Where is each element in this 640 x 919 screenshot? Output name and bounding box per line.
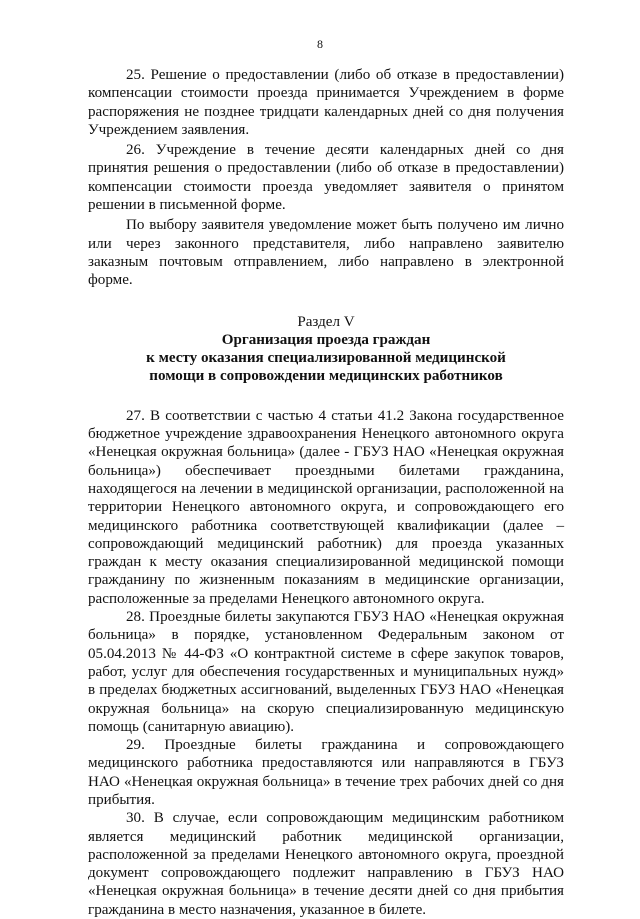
paragraph-25: 25. Решение о предоставлении (либо об отказе в предоставлении) компенсации стоимости проезда принимается Учреждением в форме распоряжения не позднее тридцати календарных дней со дня получения Учреждением заявления.: [88, 67, 564, 138]
document-body: [88, 66, 564, 919]
paragraph-notification: По выбору заявителя уведомление может быть получено им лично или через законного представителя, либо направлено заявителю заказным почтовым отправлением, либо направлено в электронной форме.: [88, 217, 564, 289]
paragraph-26: 26. Учреждение в течение десяти календарных дней со дня принятия решения о предоставлении (либо об отказе в предоставлении) компенсации стоимости проезда уведомляет заявителя о принятом решении в письменной форме.: [88, 142, 564, 214]
section-title-line-3: помощи в сопровождении медицинских работников: [149, 368, 503, 385]
paragraph-29: 29. Проездные билеты гражданина и сопровождающего медицинского работника предоставляются или направляются в ГБУЗ НАО «Ненецкая окружная больница» в течение трех рабочих дней со дня прибытия.: [88, 737, 564, 808]
paragraph-27: 27. В соответствии с частью 4 статьи 41.2 Закона государственное бюджетное учреждение здравоохранения Ненецкого автономного округа «Ненецкая окружная больница» (далее - ГБУЗ НАО «Ненецкая окружная больница») обеспечивает проездными билетами гражданина, находящегося на лечении в медицинской организации, расположенной на территории Ненецкого автономного округа, и сопровождающего его медицинского работника соответствующей квалификации (далее – сопровождающий медицинский работник) для проезда указанных граждан к месту оказания специализированной медицинской помощи гражданину по жизненным показаниям в медицинские организации, расположенные за пределами Ненецкого автономного округа.: [88, 407, 564, 607]
paragraph-30: 30. В случае, если сопровождающим медицинским работником является медицинский работник медицинской организации, расположенной за пределами Ненецкого автономного округа, проездной документ сопровождающего подлежит направлению в ГБУЗ НАО «Ненецкая окружная больница» в течение десяти дней со дня прибытия гражданина в место назначения, указанное в билете.: [88, 810, 564, 918]
paragraph-28: 28. Проездные билеты закупаются ГБУЗ НАО «Ненецкая окружная больница» в порядке, установленном Федеральным законом от 05.04.2013 № 44-ФЗ «О контрактной системе в сфере закупок товаров, работ, услуг для обеспечения государственных и муниципальных нужд» в пределах бюджетных ассигнований, выделенных ГБУЗ НАО «Ненецкая окружная больница» на скорую специализированную медицинскую помощь (санитарную авиацию).: [88, 609, 564, 735]
page-number: 8: [317, 37, 323, 51]
section-label: Раздел V: [297, 313, 355, 330]
section-title-line-1: Организация проезда граждан: [221, 331, 431, 348]
section-title-line-2: к месту оказания специализированной медицинской: [146, 350, 506, 367]
section-heading: [88, 313, 564, 386]
